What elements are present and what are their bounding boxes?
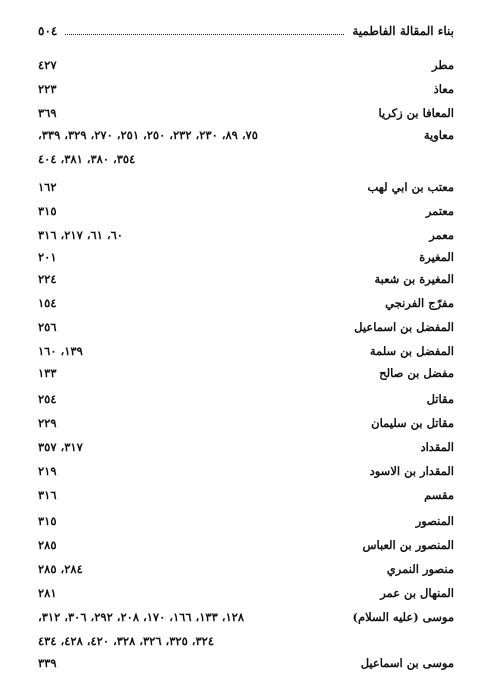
entry-pages: ١٢٨، ١٣٣، ١٦٦، ١٧٠، ٢٠٨، ٢٩٢، ٣٠٦، ٣١٢، <box>38 610 244 624</box>
entry-name: المقداد <box>420 440 454 454</box>
entry-name: منصور النمري <box>386 562 454 576</box>
entry-name: مقاتل <box>426 392 454 406</box>
index-entry <box>38 440 454 454</box>
entry-pages: ١٥٤ <box>38 296 57 310</box>
entry-pages: ٢٨١ <box>38 586 57 600</box>
index-entry <box>38 344 454 358</box>
index-entry <box>38 250 454 264</box>
entry-name: المغيرة بن شعبة <box>374 272 454 286</box>
page-header <box>38 22 454 40</box>
entry-pages: ١٣٣ <box>38 366 57 380</box>
page-number: ٥٠٤ <box>38 24 58 38</box>
entry-pages: ٢٢٩ <box>38 416 57 430</box>
entry-name: مقسم <box>424 488 454 502</box>
running-title: بناء المقالة الفاطمية <box>352 24 454 38</box>
entry-name: موسى بن اسماعيل <box>360 656 454 670</box>
entry-name: المنصور بن العباس <box>362 538 454 552</box>
entry-name: المفضل بن سلمة <box>369 344 454 358</box>
entry-pages: ٢٢٣ <box>38 82 57 96</box>
index-entry <box>38 656 454 670</box>
index-entry <box>38 204 454 218</box>
entry-name: مقاتل بن سليمان <box>371 416 454 430</box>
entry-pages: ٤٢٧ <box>38 58 57 72</box>
index-entry <box>38 82 454 96</box>
index-entry <box>38 586 454 600</box>
entry-pages: ٣٣٩ <box>38 656 57 670</box>
leader-dots <box>65 33 344 35</box>
index-entry <box>38 514 454 528</box>
entry-pages-continued: ٣٢٤، ٣٢٥، ٣٢٦، ٣٢٨، ٤٢٠، ٤٢٨، ٤٣٤ <box>38 634 215 648</box>
index-entry <box>38 538 454 552</box>
index-entry <box>38 128 454 166</box>
entry-pages: ٢٥٦ <box>38 320 57 334</box>
index-entry <box>38 366 454 380</box>
index-entry <box>38 272 454 286</box>
index-entry <box>38 610 454 648</box>
entry-pages: ٢٨٥ <box>38 538 57 552</box>
index-entry <box>38 464 454 478</box>
index-entry <box>38 58 454 72</box>
entry-name: معمر <box>429 228 454 242</box>
entry-name: مفرّج الفرنجي <box>385 296 454 310</box>
entry-name: المعافا بن زكريا <box>378 106 454 120</box>
entry-pages: ٢٢٤ <box>38 272 57 286</box>
index-entry <box>38 392 454 406</box>
entry-name: معتمر <box>425 204 454 218</box>
entry-name: المغيرة <box>419 250 454 264</box>
entry-name: المنصور <box>415 514 454 528</box>
index-entry <box>38 180 454 194</box>
index-entry <box>38 416 454 430</box>
entry-pages: ١٣٩، ١٦٠ <box>38 344 83 358</box>
entry-name: مطر <box>432 58 454 72</box>
index-entry <box>38 320 454 334</box>
entry-pages: ٣٦٩ <box>38 106 57 120</box>
index-entry <box>38 488 454 502</box>
entry-pages-continued: ٣٥٤، ٣٨٠، ٣٨١، ٤٠٤ <box>38 152 136 166</box>
entry-name: مفضل بن صالح <box>379 366 454 380</box>
entry-pages: ٣١٥ <box>38 204 57 218</box>
entry-pages: ١٦٢ <box>38 180 57 194</box>
entry-pages: ٢١٩ <box>38 464 57 478</box>
entry-name: معتب بن ابي لهب <box>367 180 454 194</box>
entry-pages: ٢٥٤ <box>38 392 57 406</box>
entry-pages: ٢٨٤، ٢٨٥ <box>38 562 83 576</box>
index-entry <box>38 562 454 576</box>
entry-pages: ٦٠، ٦١، ٢١٧، ٣١٦ <box>38 228 123 242</box>
entry-name: المفضل بن اسماعيل <box>354 320 454 334</box>
index-entry <box>38 228 454 242</box>
entry-name: معاوية <box>423 128 454 142</box>
index-entry <box>38 296 454 310</box>
entry-name: معاذ <box>433 82 454 96</box>
entry-name: المنهال بن عمر <box>380 586 454 600</box>
entry-pages: ٢٠١ <box>38 250 57 264</box>
entry-name: موسى (عليه السلام) <box>352 610 454 624</box>
entry-name: المقدار بن الاسود <box>369 464 454 478</box>
entry-pages: ٣١٧، ٣٥٧ <box>38 440 83 454</box>
index-entry <box>38 106 454 120</box>
entry-pages: ٣١٥ <box>38 514 57 528</box>
entry-pages: ٣١٦ <box>38 488 57 502</box>
entry-pages: ٧٥، ٨٩، ٢٣٠، ٢٣٢، ٢٥٠، ٢٥١، ٢٧٠، ٣٢٩، ٣٣٩، <box>38 128 258 142</box>
